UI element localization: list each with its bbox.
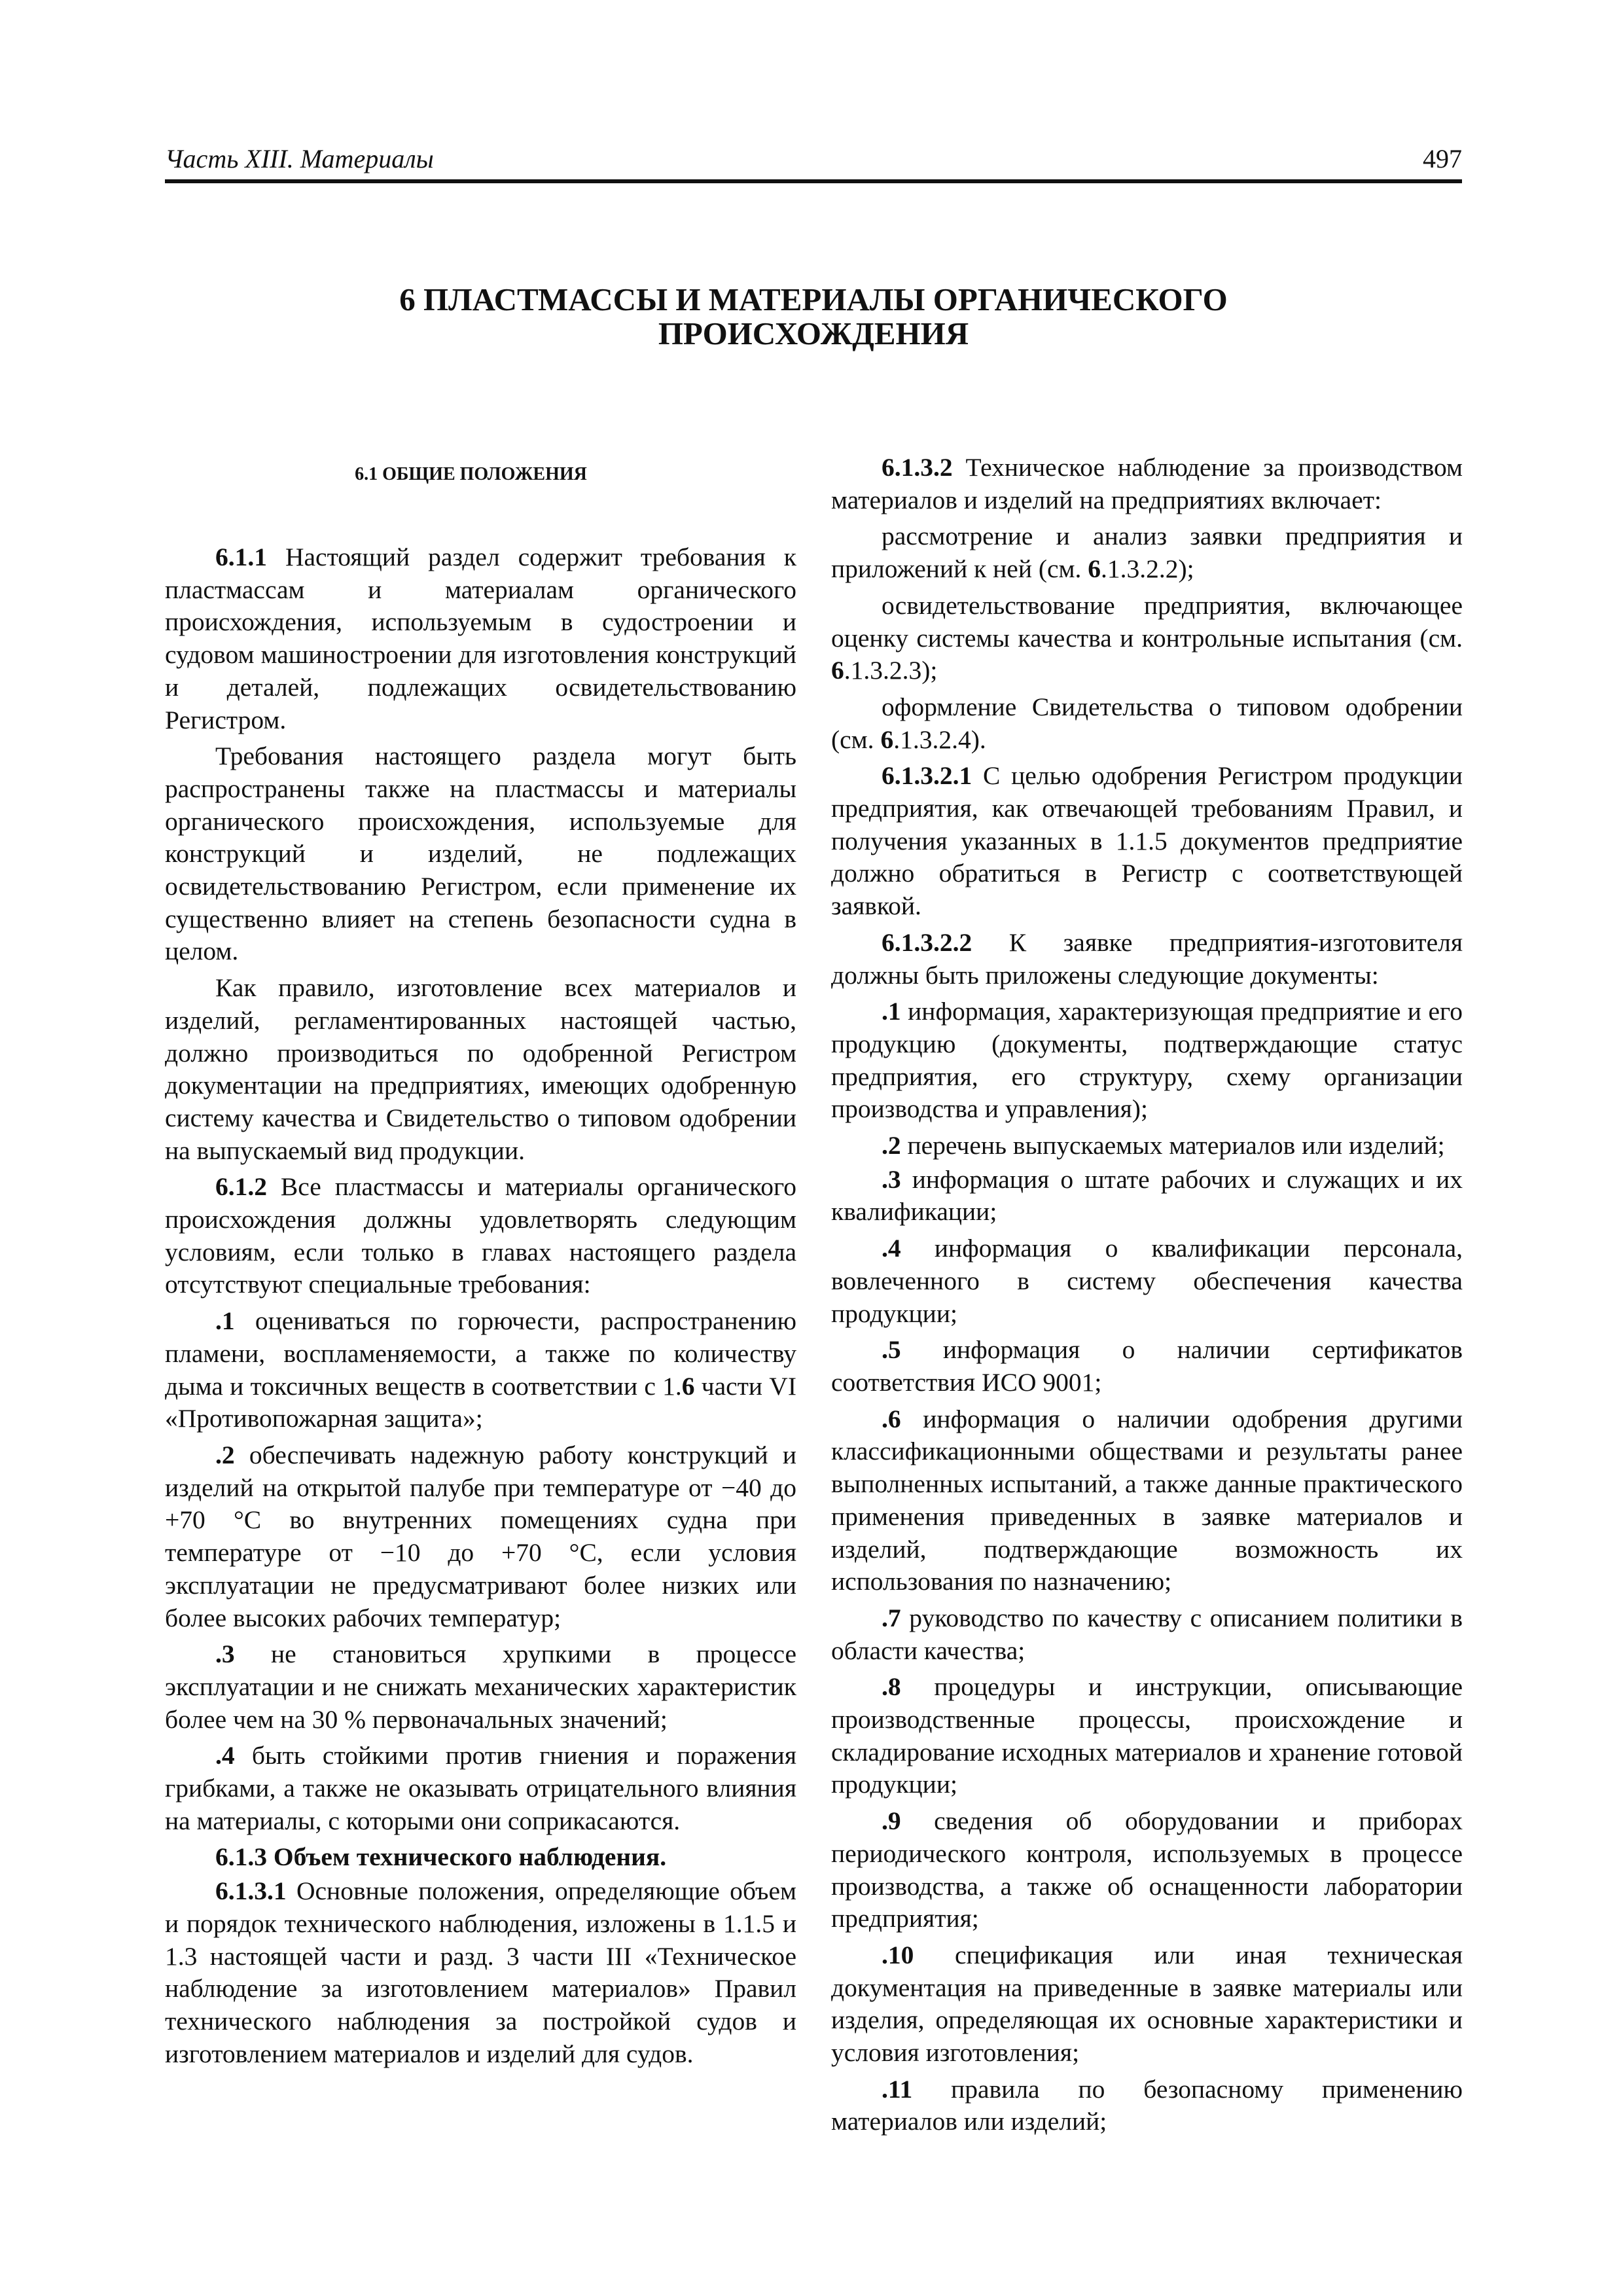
running-header (165, 143, 1462, 183)
item-text: быть стойкими против гниения и поражения грибками, а также не оказывать отрицательного влияния на материалы, с которыми они соприкасаются. (165, 1741, 796, 1835)
chapter-title (165, 283, 1462, 351)
item-number: .1 (882, 997, 901, 1026)
paragraph-text: рассмотрение и анализ заявки предприятия и приложений к ней (см. (831, 522, 1463, 584)
item-text: спецификация или иная техническая документация на приведенные в заявке материалы или изделия, определяющая их основные характеристики и условия изготовления; (831, 1940, 1463, 2068)
document-item-4 (831, 1232, 1463, 1330)
item-text: не становиться хрупкими в процессе эксплуатации и не снижать механических характеристик более чем на 30 % первоначальных значений; (165, 1640, 796, 1734)
paragraph (165, 740, 796, 968)
right-column (831, 452, 1463, 2138)
clause-number: 6.1.2 (215, 1172, 267, 1202)
reference-number: 6 (1088, 554, 1101, 584)
clause-number: 6.1.1 (215, 543, 267, 571)
clause-number: 6.1.3.2 (882, 453, 953, 482)
paragraph-text: .1.3.2.2); (1101, 554, 1194, 584)
subsection-heading-6-1-3: 6.1.3 Объем технического наблюдения. (215, 1842, 667, 1872)
reference-number: 6 (831, 656, 844, 685)
item-text: перечень выпускаемых материалов или изделий; (901, 1131, 1445, 1160)
paragraph-text: С целью одобрения Регистром продукции предприятия, как отвечающей требованиям Правил, и получения указанных в 1.1.5 документов предприятие должно обратиться в Регистр с соответствующей заявкой. (831, 761, 1463, 921)
item-text: информация, характеризующая предприятие и его продукцию (документы, подтверждающие статус предприятия, его структуру, схему организации производства и управления); (831, 997, 1463, 1124)
item-text: обеспечивать надежную работу конструкций и изделий на открытой палубе при температуре от −40 до +70 °C во внутренних помещениях судна при температуре от −10 до +70 °C, если условия эксплуатации не предусматривают более низких или более высоких рабочих температур; (165, 1440, 796, 1632)
item-number: .2 (882, 1131, 901, 1160)
item-number: .3 (215, 1640, 235, 1669)
document-item-9 (831, 1805, 1463, 1935)
list-item-4 (165, 1740, 796, 1837)
paragraph-text: Все пластмассы и материалы органического происхождения должны удовлетворять следующим условиям, если только в главах настоящего раздела отсутствуют специальные требования: (165, 1172, 796, 1299)
item-text: информация о штате рабочих и служащих и их квалификации; (831, 1164, 1463, 1227)
item-text: информация о наличии сертификатов соответствия ИСО 9001; (831, 1335, 1463, 1397)
clause-number: 6.1.3.2.2 (882, 927, 972, 957)
list-item-1 (165, 1305, 796, 1435)
paragraph-text: оформление Свидетельства о типовом одобрении (см. (831, 692, 1463, 754)
document-item-8 (831, 1671, 1463, 1801)
item-text: сведения об оборудовании и приборах периодического контроля, используемых в процессе производства, а также об оснащенности лаборатории предприятия; (831, 1806, 1463, 1933)
paragraph (831, 691, 1463, 756)
paragraph (831, 590, 1463, 687)
list-item-2 (165, 1439, 796, 1634)
paragraph-text: Основные положения, определяющие объем и порядок технического наблюдения, изложены в 1.1.5 и 1.3 настоящей части и разд. 3 части III «Техническое наблюдение за изготовлением материалов» Правил технического наблюдения за постройкой судов и изготовлением материалов и изделий для судов. (165, 1876, 796, 2068)
paragraph-text: Требования настоящего раздела могут быть распространены также на пластмассы и материалы органического происхождения, используемые для конструкций и изделий, не подлежащих освидетельствованию Регистром, если применение их существенно влияет на степень безопасности судна в целом. (165, 742, 796, 966)
document-item-2 (831, 1130, 1463, 1162)
document-item-11 (831, 2073, 1463, 2138)
item-number: .4 (215, 1741, 235, 1770)
paragraph-text: Техническое наблюдение за производством материалов и изделий на предприятиях включает: (831, 453, 1463, 514)
paragraph-text: Настоящий раздел содержит требования к пластмассам и материалам органического происхождения, используемым в судостроении и судовом машиностроении для изготовления конструкций и деталей, подлежащих освидетельствованию Регистром. (165, 543, 796, 734)
header-part-title: Часть XIII. Материалы (165, 144, 434, 173)
paragraph-6-1-3-1 (165, 1875, 796, 2070)
item-text: части VI «Противопожарная защита»; (165, 1371, 796, 1433)
paragraph-text: К заявке предприятия-изготовителя должны быть приложены следующие документы: (831, 927, 1463, 990)
section-heading: 6.1 ОБЩИЕ ПОЛОЖЕНИЯ (355, 464, 587, 484)
clause-number: 6.1.3.2.1 (882, 761, 972, 791)
paragraph-6-1-2 (165, 1171, 796, 1301)
item-text: информация о квалификации персонала, вовлеченного в систему обеспечения качества продукции; (831, 1234, 1463, 1328)
chapter-title-line-1: 6 ПЛАСТМАССЫ И МАТЕРИАЛЫ ОРГАНИЧЕСКОГО (399, 281, 1228, 317)
item-text: оцениваться по горючести, распространению пламени, воспламеняемости, а также по количеству дыма и токсичных веществ в соответствии с 1. (165, 1306, 796, 1401)
item-number: .1 (215, 1306, 235, 1336)
item-number: .8 (882, 1672, 901, 1702)
document-item-6 (831, 1403, 1463, 1598)
document-item-10 (831, 1939, 1463, 2070)
item-number: .9 (882, 1806, 901, 1836)
document-item-1 (831, 996, 1463, 1126)
item-number: .3 (882, 1164, 901, 1194)
paragraph-text: Как правило, изготовление всех материалов и изделий, регламентированных настоящей частью, должно производиться по одобренной Регистром документации на предприятиях, имеющих одобренную систему качества и Свидетельство о типовом одобрении на выпускаемый вид продукции. (165, 973, 796, 1165)
item-number: .5 (882, 1335, 901, 1365)
item-text: информация о наличии одобрения другими классификационными обществами и результаты ранее выполненных испытаний, а также данные практического применения приведенных в заявке материалов и изделий, подтверждающие возможность их использования по назначению; (831, 1404, 1463, 1596)
reference-number: 6 (880, 725, 894, 754)
chapter-title-line-2: ПРОИСХОЖДЕНИЯ (658, 315, 969, 351)
item-number: .11 (882, 2074, 913, 2104)
paragraph-6-1-1 (165, 541, 796, 736)
page-number: 497 (1423, 144, 1462, 173)
paragraph-6-1-3-2-1 (831, 760, 1463, 923)
item-number: .7 (882, 1603, 901, 1632)
paragraph-6-1-3-2 (831, 452, 1463, 516)
item-number: .2 (215, 1440, 235, 1469)
reference-number: 6 (681, 1371, 695, 1401)
left-column (165, 452, 796, 2070)
paragraph (165, 972, 796, 1167)
item-text: правила по безопасному применению материалов или изделий; (831, 2074, 1463, 2136)
item-number: .4 (882, 1234, 901, 1263)
item-text: руководство по качеству с описанием политики в области качества; (831, 1603, 1463, 1665)
paragraph-6-1-3-2-2 (831, 927, 1463, 992)
item-text: процедуры и инструкции, описывающие производственные процессы, происхождение и складирование исходных материалов и хранение готовой продукции; (831, 1672, 1463, 1799)
document-item-5 (831, 1334, 1463, 1399)
paragraph (831, 520, 1463, 585)
paragraph-text: .1.3.2.4). (893, 725, 986, 754)
item-number: .6 (882, 1404, 901, 1433)
document-item-7 (831, 1602, 1463, 1667)
document-item-3 (831, 1164, 1463, 1229)
item-number: .10 (882, 1940, 914, 1969)
paragraph-text: освидетельствование предприятия, включающее оценку системы качества и контрольные испытания (см. (831, 590, 1463, 653)
list-item-3 (165, 1638, 796, 1736)
clause-number: 6.1.3.1 (215, 1876, 287, 1906)
paragraph-text: .1.3.2.3); (844, 656, 938, 685)
